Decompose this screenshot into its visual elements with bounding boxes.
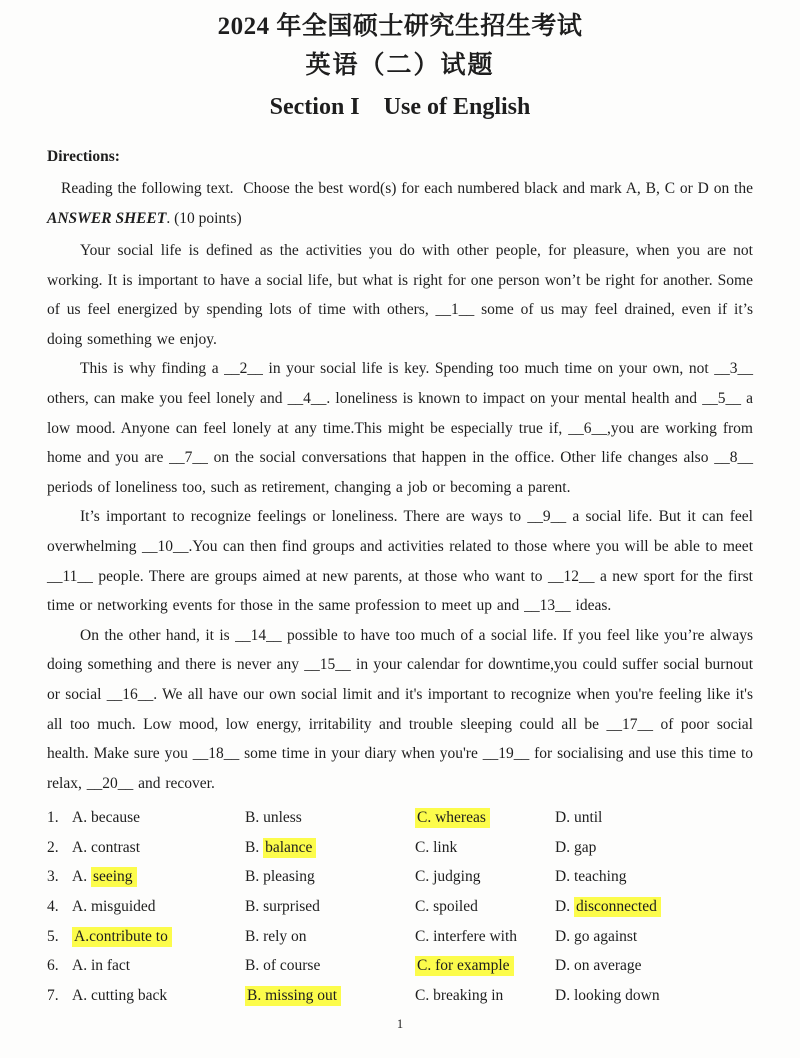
option-letter: D. (555, 898, 574, 916)
option-a (72, 922, 245, 952)
option-c (415, 803, 555, 833)
question-row-7 (47, 981, 753, 1011)
option-b: B. of course (245, 957, 321, 975)
option-d: D. gap (555, 838, 597, 856)
passage-paragraph-2: This is why finding a __2__ in your social life is key. Spending too much time on your own, not __3__ others, can make you feel lonely and __4__. loneliness is known to impact on your mental health and __5__ a low mood. Anyone can feel lonely at any time.This might be especially true if, __6__,you are working from home and you are __7__ on the social conversations that happen in the office. Other life changes also __8__ periods of loneliness too, such as retirement, changing a job or becoming a parent. (47, 360, 753, 496)
answer-highlight: A.contribute to (72, 927, 172, 947)
question-number: 3. (47, 868, 59, 886)
option-b (245, 981, 415, 1011)
exam-title-chinese: 2024 年全国硕士研究生招生考试 (217, 13, 583, 40)
option-a: A. contrast (72, 838, 141, 856)
option-a: A. cutting back (72, 986, 168, 1004)
question-list (47, 803, 753, 1010)
option-d: D. looking down (555, 986, 660, 1004)
option-a: A. misguided (72, 898, 156, 916)
question-number: 7. (47, 986, 59, 1004)
directions-segment: . (10 points) (166, 209, 242, 227)
question-number: 1. (47, 809, 59, 827)
option-c: C. link (415, 838, 458, 856)
answer-highlight: C. for example (415, 956, 514, 976)
option-d: D. until (555, 809, 603, 827)
answer-sheet-emphasis: ANSWER SHEET (47, 209, 167, 227)
option-letter: A. (72, 868, 91, 886)
option-b: B. rely on (245, 927, 307, 945)
option-c: C. interfere with (415, 927, 518, 945)
question-row-3 (47, 862, 753, 892)
exam-subtitle-chinese: 英语（二）试题 (305, 52, 495, 79)
question-number: 6. (47, 957, 59, 975)
answer-highlight: seeing (91, 867, 137, 887)
question-number: 4. (47, 898, 59, 916)
answer-highlight: balance (263, 838, 316, 858)
directions-segment: Reading the following text. Choose the best word(s) for each numbered black and mark A, B, C or D on the (61, 180, 757, 197)
question-number: 5. (47, 927, 59, 945)
passage-paragraph-3: It’s important to recognize feelings or loneliness. There are ways to __9__ a social life. But it can feel overwhelming __10__.You can then find groups and activities related to those where you will be able to meet __11__ people. There are groups aimed at new parents, at those who want to __12__ a new sport for the first time or networking events for those in the same profession to meet up and __13__ ideas. (47, 508, 753, 615)
option-d: D. go against (555, 927, 638, 945)
section-title: Section I Use of English (269, 94, 531, 120)
question-number: 2. (47, 838, 59, 856)
option-c (415, 951, 555, 981)
option-a: A. because (72, 809, 140, 827)
option-c: C. spoiled (415, 898, 478, 916)
question-row-5 (47, 922, 753, 952)
page-number: 1 (396, 1017, 404, 1031)
option-b: B. pleasing (245, 868, 315, 886)
option-d: D. teaching (555, 868, 627, 886)
option-b: B. surprised (245, 898, 320, 916)
passage-paragraph-4: On the other hand, it is __14__ possible to have too much of a social life. If you feel like you’re always doing something and there is never any __15__ in your calendar for downtime,you could suffer social burnout or social __16__. We all have our own social limit and it's important to recognize when you're feeling like it's all too much. Low mood, low energy, irritability and trouble sleeping could all be __17__ of poor social health. Make sure you __18__ some time in your diary when you're __19__ for socialising and use this time to relax, __20__ and recover. (47, 626, 753, 792)
passage-paragraph-1: Your social life is defined as the activities you do with other people, for pleasure, when you are not working. It is important to have a social life, but what is right for one person won’t be right for another. Some of us feel energized by spending lots of time with others, __1__ some of us may feel drained, even if it’s doing something we enjoy. (47, 242, 753, 348)
answer-highlight: C. whereas (415, 808, 490, 828)
option-b (245, 833, 415, 863)
directions-text (47, 174, 757, 233)
question-row-4 (47, 892, 753, 922)
cloze-passage (47, 236, 753, 798)
option-c: C. judging (415, 868, 481, 886)
question-row-1 (47, 803, 753, 833)
option-a (72, 862, 245, 892)
answer-highlight: disconnected (574, 897, 661, 917)
option-b: B. unless (245, 809, 302, 827)
option-a: A. in fact (72, 957, 131, 975)
option-d: D. on average (555, 957, 642, 975)
option-letter: B. (245, 838, 264, 856)
answer-highlight: B. missing out (245, 986, 341, 1006)
option-d (555, 892, 753, 922)
question-row-2 (47, 833, 753, 863)
option-c: C. breaking in (415, 986, 504, 1004)
question-row-6 (47, 951, 753, 981)
directions-label: Directions: (47, 148, 120, 165)
